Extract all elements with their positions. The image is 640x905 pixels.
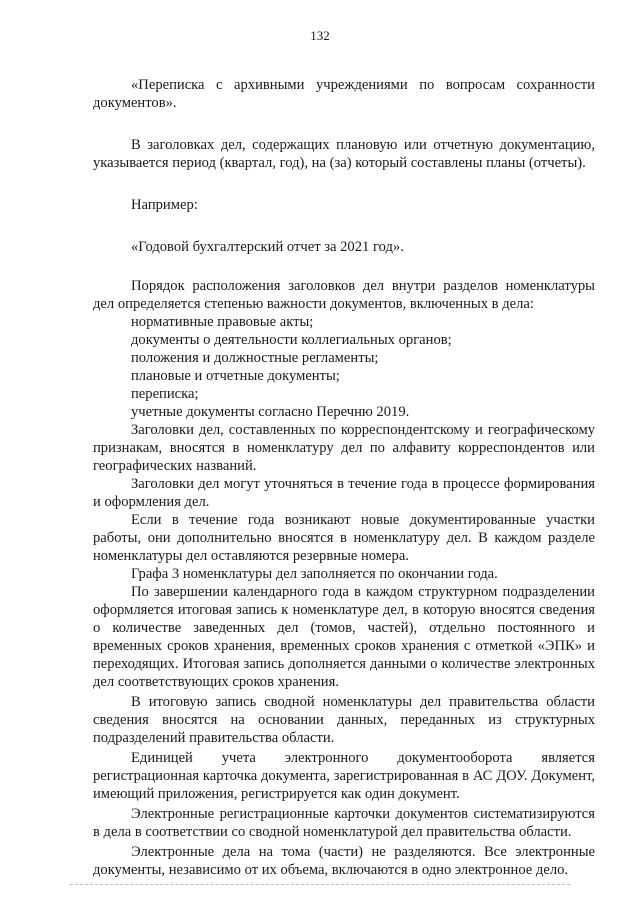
paragraph: Электронные дела на тома (части) не разделяются. Все электронные документы, независимо от их объема, включаются в одно электронное дело. — [93, 844, 595, 878]
list-item: положения и должностные регламенты; — [131, 350, 379, 366]
paragraph: Например: — [131, 197, 198, 213]
page-number: 132 — [310, 28, 330, 43]
paragraph: Единицей учета электронного документооборота является регистрационная карточка документа, зарегистрированная в АС ДОУ. Документ, имеющий приложения, регистрируется как один документ. — [93, 750, 595, 802]
list-item: документы о деятельности коллегиальных органов; — [131, 332, 452, 348]
list-item: плановые и отчетные документы; — [131, 368, 340, 384]
paragraph: Графа 3 номенклатуры дел заполняется по окончании года. — [131, 566, 498, 582]
paragraph: «Переписка с архивными учреждениями по вопросам сохранности документов». — [93, 77, 595, 111]
list-item: нормативные правовые акты; — [131, 314, 314, 330]
paragraph: Электронные регистрационные карточки документов систематизируются в дела в соответствии со сводной номенклатурой дел правительства области. — [93, 806, 595, 840]
paragraph: В заголовках дел, содержащих плановую или отчетную документацию, указывается период (квартал, год), на (за) который составлены планы (отчеты). — [93, 137, 595, 171]
paragraph: Если в течение года возникают новые документированные участки работы, они дополнительно вносятся в номенклатуру дел. В каждом разделе номенклатуры дел оставляются резервные номера. — [93, 512, 595, 564]
paragraph: Заголовки дел могут уточняться в течение года в процессе формирования и оформления дел. — [93, 476, 595, 510]
scan-edge-divider — [70, 884, 570, 885]
paragraph: «Годовой бухгалтерский отчет за 2021 год». — [131, 239, 404, 255]
paragraph: В итоговую запись сводной номенклатуры дел правительства области сведения вносятся на основании данных, переданных из структурных подразделений правительства области. — [93, 694, 595, 746]
document-body — [93, 76, 595, 879]
list-item: переписка; — [131, 386, 199, 402]
paragraph: По завершении календарного года в каждом структурном подразделении оформляется итоговая запись к номенклатуре дел, в которую вносятся сведения о количестве заведенных дел (томов, частей), отдельно постоянного и временных сроков хранения, временных сроков хранения с отметкой «ЭПК» и переходящих. Итоговая запись дополняется данными о количестве электронных дел соответствующих сроков хранения. — [93, 584, 595, 690]
paragraph: Порядок расположения заголовков дел внутри разделов номенклатуры дел определяется степенью важности документов, включенных в дела: — [93, 278, 595, 312]
list-item: учетные документы согласно Перечню 2019. — [131, 404, 410, 420]
paragraph: Заголовки дел, составленных по корреспондентскому и географическому признакам, вносятся в номенклатуру дел по алфавиту корреспондентов или географических названий. — [93, 422, 595, 474]
